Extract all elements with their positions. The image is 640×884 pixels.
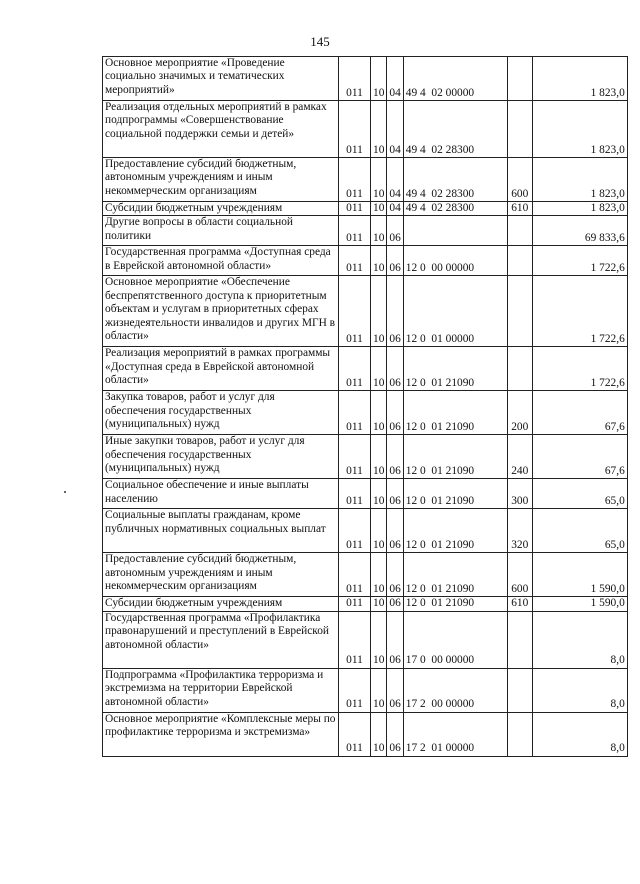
- expense-type-cell: [507, 668, 532, 712]
- table-row: [103, 276, 628, 347]
- row-name-cell: Основное мероприятие «Комплексные меры по профилактике терроризма и экстремизма»: [103, 712, 339, 756]
- admin-code-cell: 011: [339, 101, 371, 158]
- expense-type-cell: [507, 276, 532, 347]
- row-name-cell: Социальные выплаты гражданам, кроме публичных нормативных социальных выплат: [103, 509, 339, 553]
- expense-type-cell: 320: [507, 509, 532, 553]
- amount-cell: 1 722,6: [532, 246, 627, 276]
- row-name-cell: Субсидии бюджетным учреждениям: [103, 597, 339, 611]
- amount-cell: 67,6: [532, 435, 627, 479]
- section-code-cell: 10: [371, 347, 387, 391]
- admin-code-cell: 011: [339, 597, 371, 611]
- row-name-cell: Субсидии бюджетным учреждениям: [103, 202, 339, 216]
- admin-code-cell: 011: [339, 712, 371, 756]
- admin-code-cell: 011: [339, 57, 371, 101]
- subsection-code-cell: 06: [387, 216, 403, 246]
- expense-type-cell: 240: [507, 435, 532, 479]
- amount-cell: 67,6: [532, 391, 627, 435]
- target-article-cell: [403, 216, 507, 246]
- target-article-cell: 17 2 00 00000: [403, 668, 507, 712]
- table-row: [103, 611, 628, 668]
- section-code-cell: 10: [371, 101, 387, 158]
- section-code-cell: 10: [371, 57, 387, 101]
- admin-code-cell: 011: [339, 668, 371, 712]
- amount-cell: 1 722,6: [532, 276, 627, 347]
- row-name-cell: Основное мероприятие «Проведение социально значимых и тематических мероприятий»: [103, 57, 339, 101]
- page-number: 145: [310, 34, 330, 49]
- amount-cell: 65,0: [532, 479, 627, 509]
- admin-code-cell: 011: [339, 479, 371, 509]
- expense-type-cell: [507, 347, 532, 391]
- admin-code-cell: 011: [339, 216, 371, 246]
- amount-cell: 1 823,0: [532, 202, 627, 216]
- table-row: [103, 712, 628, 756]
- expense-type-cell: [507, 611, 532, 668]
- subsection-code-cell: 06: [387, 347, 403, 391]
- table-row: [103, 158, 628, 202]
- amount-cell: 1 823,0: [532, 158, 627, 202]
- amount-cell: 8,0: [532, 611, 627, 668]
- subsection-code-cell: 06: [387, 391, 403, 435]
- row-name-cell: Реализация отдельных мероприятий в рамках подпрограммы «Совершенствование социальной поддержки семьи и детей»: [103, 101, 339, 158]
- amount-cell: 1 590,0: [532, 553, 627, 597]
- subsection-code-cell: 04: [387, 101, 403, 158]
- section-code-cell: 10: [371, 216, 387, 246]
- row-name-cell: Закупка товаров, работ и услуг для обеспечения государственных (муниципальных) нужд: [103, 391, 339, 435]
- budget-table-body: [103, 57, 628, 757]
- row-name-cell: Предоставление субсидий бюджетным, автономным учреждениям и иным некоммерческим организациям: [103, 158, 339, 202]
- subsection-code-cell: 04: [387, 57, 403, 101]
- target-article-cell: 17 2 01 00000: [403, 712, 507, 756]
- table-row: [103, 246, 628, 276]
- subsection-code-cell: 06: [387, 712, 403, 756]
- section-code-cell: 10: [371, 391, 387, 435]
- admin-code-cell: 011: [339, 435, 371, 479]
- section-code-cell: 10: [371, 158, 387, 202]
- target-article-cell: 12 0 01 21090: [403, 347, 507, 391]
- row-name-cell: Другие вопросы в области социальной политики: [103, 216, 339, 246]
- amount-cell: 8,0: [532, 712, 627, 756]
- table-row: [103, 435, 628, 479]
- amount-cell: 1 823,0: [532, 57, 627, 101]
- target-article-cell: 12 0 01 21090: [403, 435, 507, 479]
- section-code-cell: 10: [371, 611, 387, 668]
- table-row: [103, 668, 628, 712]
- amount-cell: 65,0: [532, 509, 627, 553]
- table-row: [103, 479, 628, 509]
- admin-code-cell: 011: [339, 202, 371, 216]
- section-code-cell: 10: [371, 712, 387, 756]
- target-article-cell: 17 0 00 00000: [403, 611, 507, 668]
- expense-type-cell: [507, 246, 532, 276]
- subsection-code-cell: 06: [387, 668, 403, 712]
- table-row: [103, 347, 628, 391]
- expense-type-cell: 610: [507, 202, 532, 216]
- section-code-cell: 10: [371, 553, 387, 597]
- subsection-code-cell: 06: [387, 435, 403, 479]
- admin-code-cell: 011: [339, 276, 371, 347]
- expense-type-cell: 200: [507, 391, 532, 435]
- subsection-code-cell: 06: [387, 479, 403, 509]
- subsection-code-cell: 04: [387, 202, 403, 216]
- section-code-cell: 10: [371, 597, 387, 611]
- section-code-cell: 10: [371, 276, 387, 347]
- admin-code-cell: 011: [339, 391, 371, 435]
- amount-cell: 1 590,0: [532, 597, 627, 611]
- section-code-cell: 10: [371, 509, 387, 553]
- section-code-cell: 10: [371, 246, 387, 276]
- expense-type-cell: 600: [507, 158, 532, 202]
- target-article-cell: 12 0 01 21090: [403, 553, 507, 597]
- expense-type-cell: 300: [507, 479, 532, 509]
- row-name-cell: Предоставление субсидий бюджетным, автономным учреждениям и иным некоммерческим организациям: [103, 553, 339, 597]
- admin-code-cell: 011: [339, 158, 371, 202]
- subsection-code-cell: 04: [387, 158, 403, 202]
- expense-type-cell: 610: [507, 597, 532, 611]
- subsection-code-cell: 06: [387, 553, 403, 597]
- expense-type-cell: [507, 101, 532, 158]
- table-row: [103, 391, 628, 435]
- subsection-code-cell: 06: [387, 597, 403, 611]
- row-name-cell: Иные закупки товаров, работ и услуг для обеспечения государственных (муниципальных) нужд: [103, 435, 339, 479]
- target-article-cell: 49 4 02 28300: [403, 101, 507, 158]
- admin-code-cell: 011: [339, 611, 371, 668]
- budget-table: [102, 56, 628, 757]
- subsection-code-cell: 06: [387, 509, 403, 553]
- subsection-code-cell: 06: [387, 611, 403, 668]
- target-article-cell: 12 0 01 21090: [403, 597, 507, 611]
- amount-cell: 69 833,6: [532, 216, 627, 246]
- admin-code-cell: 011: [339, 347, 371, 391]
- amount-cell: 1 722,6: [532, 347, 627, 391]
- row-name-cell: Государственная программа «Профилактика правонарушений и преступлений в Еврейской автономной области»: [103, 611, 339, 668]
- table-row: [103, 553, 628, 597]
- row-name-cell: Государственная программа «Доступная среда в Еврейской автономной области»: [103, 246, 339, 276]
- row-name-cell: Реализация мероприятий в рамках программы «Доступная среда в Еврейской автономной области»: [103, 347, 339, 391]
- target-article-cell: 12 0 01 21090: [403, 479, 507, 509]
- target-article-cell: 49 4 02 28300: [403, 158, 507, 202]
- section-code-cell: 10: [371, 435, 387, 479]
- row-name-cell: Основное мероприятие «Обеспечение беспрепятственного доступа к приоритетным объектам и услугам в приоритетных сферах жизнедеятельности инвалидов и других МГН в области»: [103, 276, 339, 347]
- subsection-code-cell: 06: [387, 246, 403, 276]
- amount-cell: 8,0: [532, 668, 627, 712]
- target-article-cell: 12 0 01 21090: [403, 391, 507, 435]
- amount-cell: 1 823,0: [532, 101, 627, 158]
- table-row: [103, 202, 628, 216]
- expense-type-cell: [507, 57, 532, 101]
- table-row: [103, 509, 628, 553]
- section-code-cell: 10: [371, 202, 387, 216]
- table-row: [103, 597, 628, 611]
- row-name-cell: Социальное обеспечение и иные выплаты населению: [103, 479, 339, 509]
- target-article-cell: 12 0 00 00000: [403, 246, 507, 276]
- table-row: [103, 57, 628, 101]
- section-code-cell: 10: [371, 479, 387, 509]
- target-article-cell: 49 4 02 28300: [403, 202, 507, 216]
- admin-code-cell: 011: [339, 553, 371, 597]
- table-row: [103, 101, 628, 158]
- expense-type-cell: [507, 216, 532, 246]
- subsection-code-cell: 06: [387, 276, 403, 347]
- expense-type-cell: [507, 712, 532, 756]
- admin-code-cell: 011: [339, 509, 371, 553]
- table-row: [103, 216, 628, 246]
- target-article-cell: 12 0 01 00000: [403, 276, 507, 347]
- section-code-cell: 10: [371, 668, 387, 712]
- target-article-cell: 12 0 01 21090: [403, 509, 507, 553]
- target-article-cell: 49 4 02 00000: [403, 57, 507, 101]
- admin-code-cell: 011: [339, 246, 371, 276]
- row-name-cell: Подпрограмма «Профилактика терроризма и экстремизма на территории Еврейской автономной области»: [103, 668, 339, 712]
- scan-speck: [64, 491, 66, 493]
- expense-type-cell: 600: [507, 553, 532, 597]
